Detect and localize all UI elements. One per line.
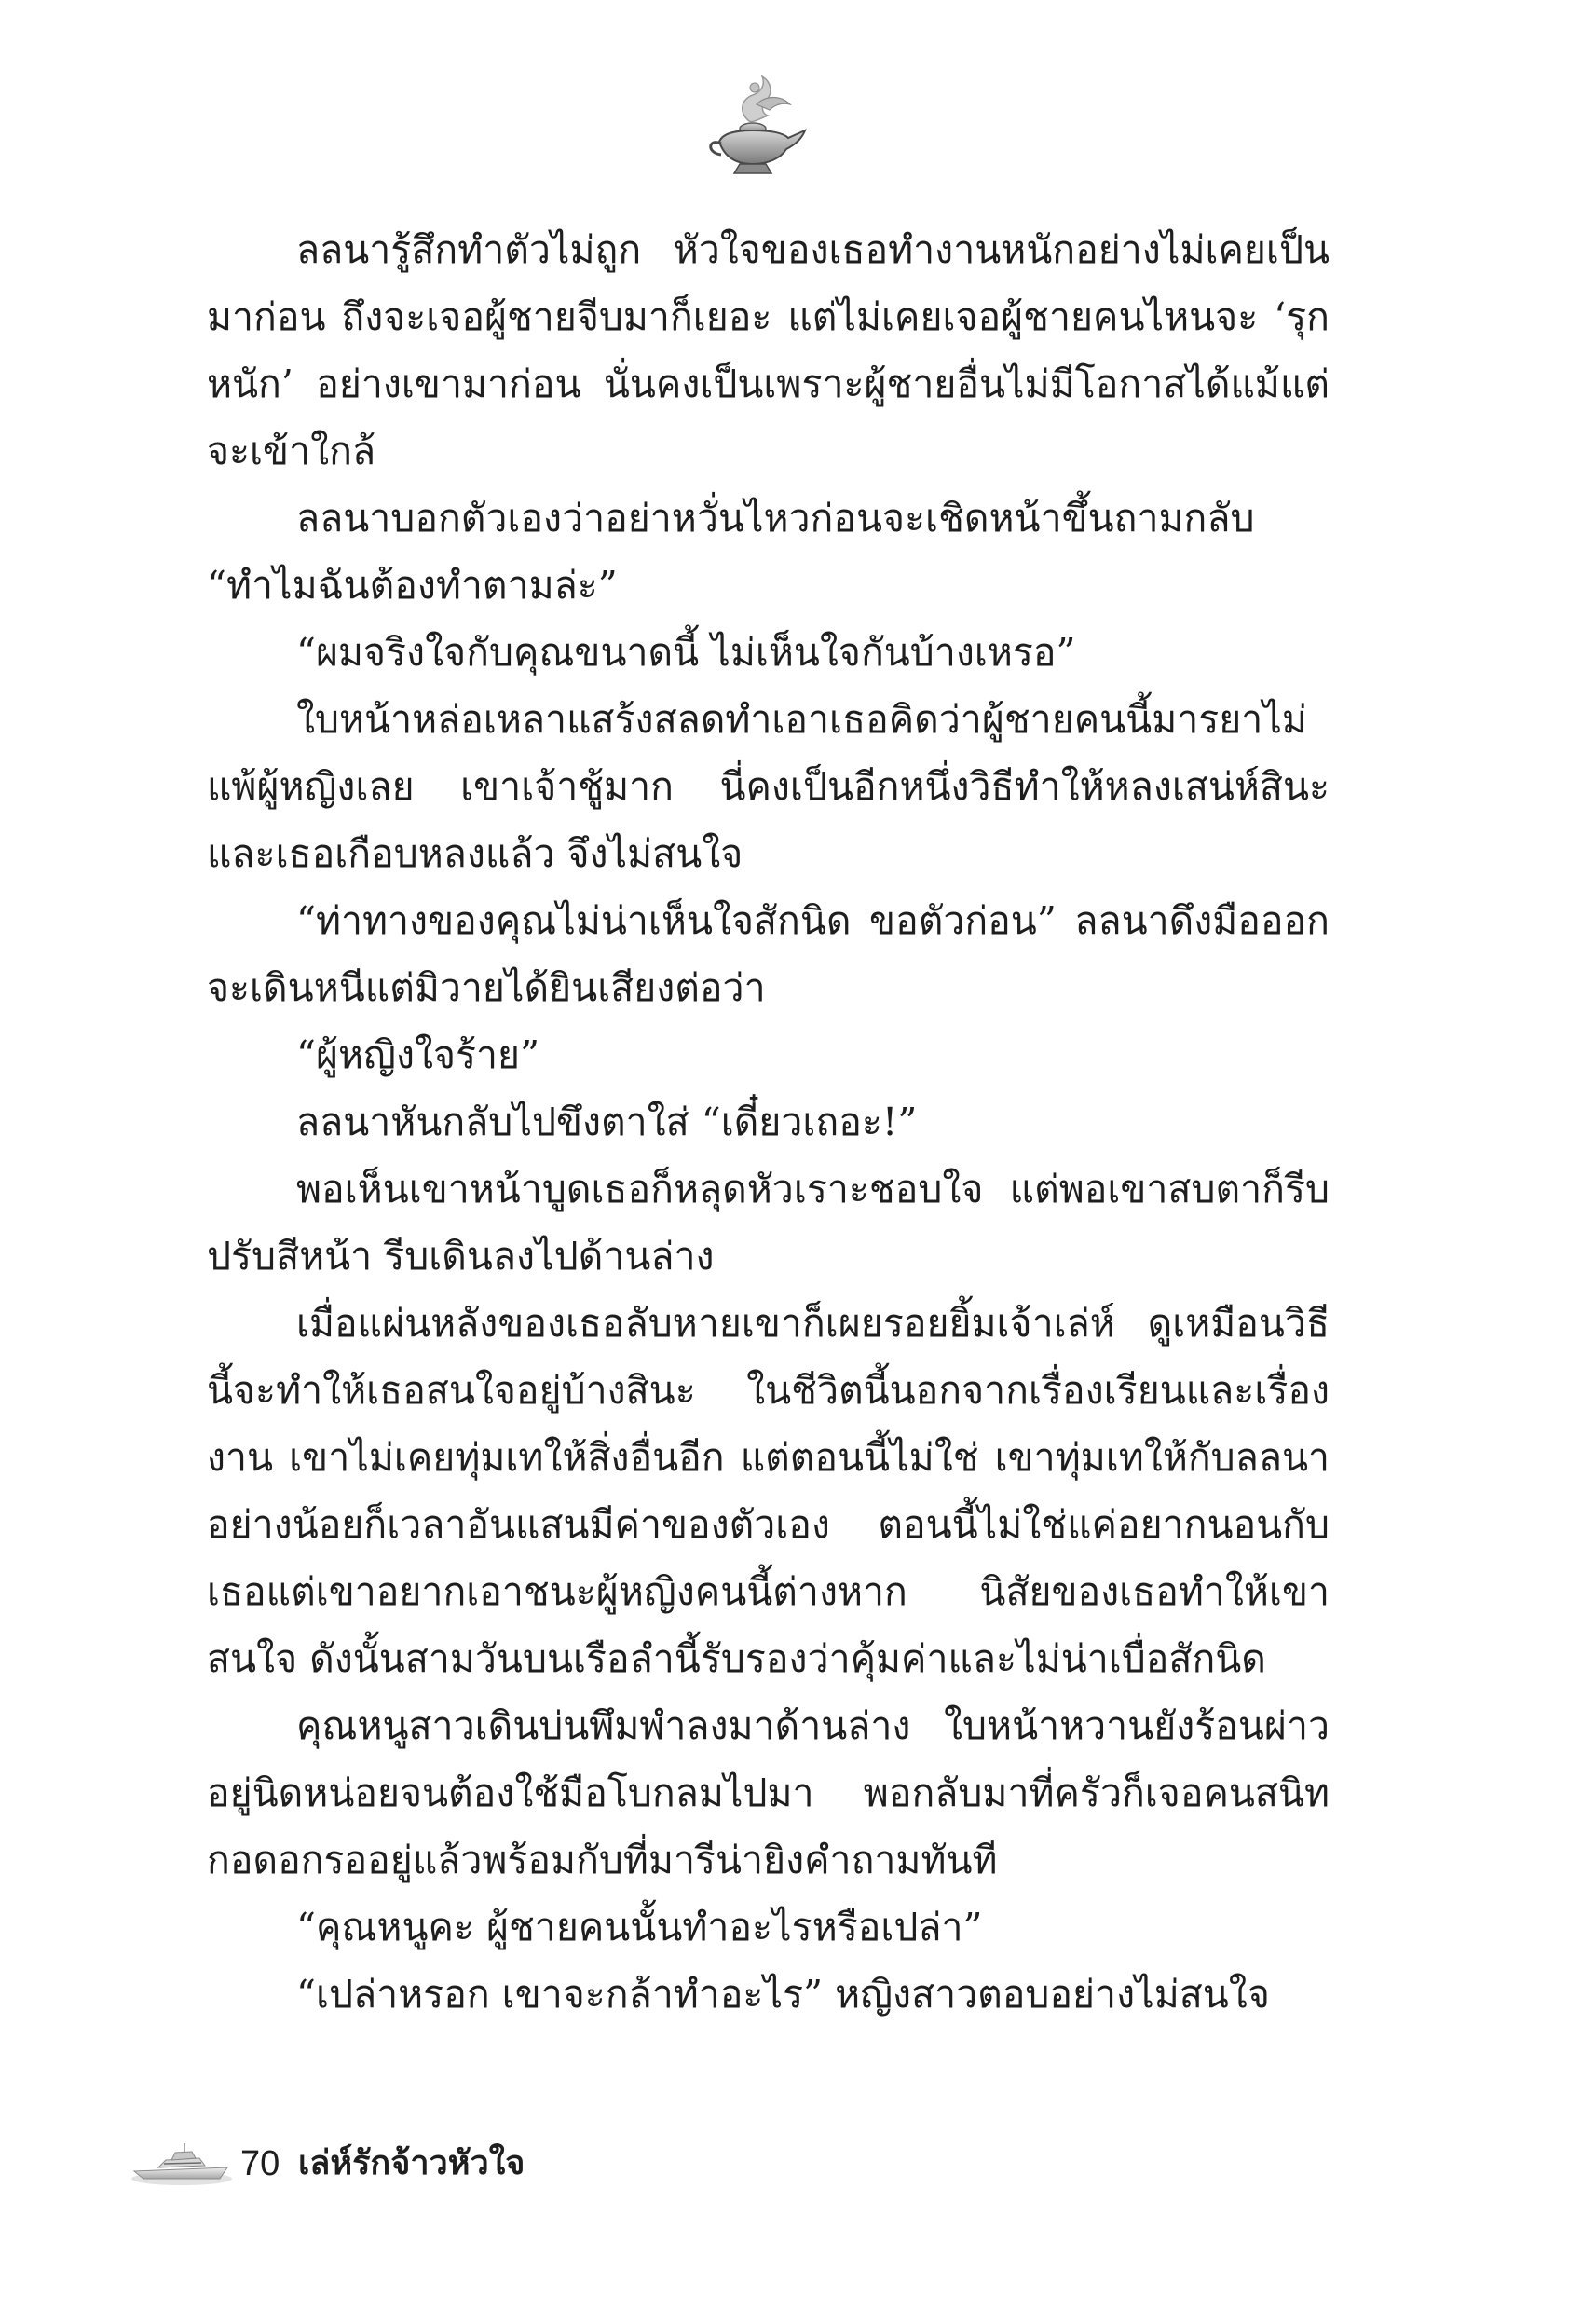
page-footer xyxy=(130,2136,783,2192)
paragraph: “เปล่าหรอก เขาจะกล้าทำอะไร” หญิงสาวตอบอย่างไม่สนใจ xyxy=(296,1972,1270,2017)
paragraph: “คุณหนูคะ ผู้ชายคนนั้นทำอะไรหรือเปล่า” xyxy=(296,1905,983,1949)
page-number: 70 xyxy=(240,2144,280,2183)
paragraph: ลลนาบอกตัวเองว่าอย่าหวั่นไหวก่อนจะเชิดหน้าขึ้นถามกลับ xyxy=(296,496,1255,540)
paragraph: ใบหน้าหล่อเหลาแสร้งสลดทำเอาเธอคิดว่าผู้ชายคนนี้มารยาไม่แพ้ผู้หญิงเลย เขาเจ้าชู้มาก นี่คงเป็นอีกหนึ่งวิธีทำให้หลงเสน่ห์สินะ และเธอเกือบหลงแล้ว จึงไม่สนใจ xyxy=(207,697,1330,876)
paragraph: ลลนารู้สึกทำตัวไม่ถูก หัวใจของเธอทำงานหนักอย่างไม่เคยเป็นมาก่อน ถึงจะเจอผู้ชายจีบมาก็เยอะ แต่ไม่เคยเจอผู้ชายคนไหนจะ ‘รุกหนัก’ อย่างเขามาก่อน นั่นคงเป็นเพราะผู้ชายอื่นไม่มีโอกาสได้แม้แต่จะเข้าใกล้ xyxy=(207,227,1330,473)
paragraph: “ทำไมฉันต้องทำตามล่ะ” xyxy=(207,563,618,608)
yacht-icon xyxy=(130,2140,233,2186)
page-body-text xyxy=(207,216,1330,2028)
paragraph: “ผมจริงใจกับคุณขนาดนี้ ไม่เห็นใจกันบ้างเหรอ” xyxy=(296,630,1076,675)
paragraph: “ท่าทางของคุณไม่น่าเห็นใจสักนิด ขอตัวก่อน” ลลนาดึงมือออกจะเดินหนีแต่มิวายได้ยินเสียงต่อว่า xyxy=(207,898,1330,1010)
paragraph: “ผู้หญิงใจร้าย” xyxy=(296,1032,540,1077)
paragraph: พอเห็นเขาหน้าบูดเธอก็หลุดหัวเราะชอบใจ แต่พอเขาสบตาก็รีบปรับสีหน้า รีบเดินลงไปด้านล่าง xyxy=(207,1167,1330,1279)
paragraph: ลลนาหันกลับไปขึงตาใส่ “เดี๋ยวเถอะ!” xyxy=(296,1100,918,1144)
book-title: เล่ห์รักจ้าวหัวใจ xyxy=(298,2144,525,2182)
paragraph: เมื่อแผ่นหลังของเธอลับหายเขาก็เผยรอยยิ้มเจ้าเล่ห์ ดูเหมือนวิธีนี้จะทำให้เธอสนใจอยู่บ้างสินะ ในชีวิตนี้นอกจากเรื่องเรียนและเรื่องงาน เขาไม่เคยทุ่มเทให้สิ่งอื่นอีก แต่ตอนนี้ไม่ใช่ เขาทุ่มเทให้กับลลนาอย่างน้อยก็เวลาอันแสนมีค่าของตัวเอง ตอนนี้ไม่ใช่แค่อยากนอนกับเธอแต่เขาอยากเอาชนะผู้หญิงคนนี้ต่างหาก นิสัยของเธอทำให้เขาสนใจ ดังนั้นสามวันบนเรือลำนี้รับรองว่าคุ้มค่าและไม่น่าเบื่อสักนิด xyxy=(207,1301,1330,1681)
paragraph: คุณหนูสาวเดินบ่นพึมพำลงมาด้านล่าง ใบหน้าหวานยังร้อนผ่าวอยู่นิดหน่อยจนต้องใช้มือโบกลมไปมา พอกลับมาที่ครัวก็เจอคนสนิทกอดอกรออยู่แล้วพร้อมกับที่มารีน่ายิงคำถามทันที xyxy=(207,1703,1330,1882)
magic-lamp-icon xyxy=(701,67,811,179)
